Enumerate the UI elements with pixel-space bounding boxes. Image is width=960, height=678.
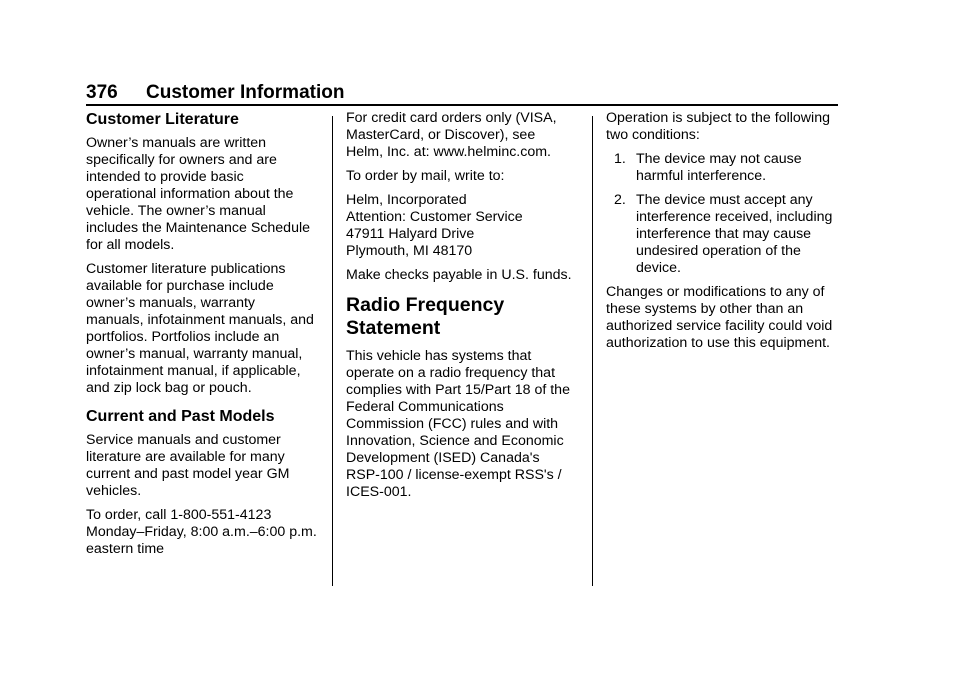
paragraph: Operation is subject to the following two conditions:	[606, 110, 830, 143]
column-divider	[592, 116, 593, 586]
column-1	[86, 110, 324, 565]
paragraph: To order, call 1-800-551-4123 Monday–Friday, 8:00 a.m.–6:00 p.m. eastern time	[86, 507, 317, 557]
heading-radio-frequency-statement: Radio Frequency Statement	[346, 294, 505, 339]
column-3	[606, 110, 844, 359]
heading-current-past-models: Current and Past Models	[86, 408, 275, 425]
page-header	[86, 82, 838, 106]
list-number: 2.	[614, 192, 626, 208]
list-text: The device must accept any interference received, including interference that may cause undesired operation of the device.	[636, 192, 833, 276]
list-item	[606, 192, 844, 277]
mailing-address: Helm, Incorporated Attention: Customer Service 47911 Halyard Drive Plymouth, MI 48170	[346, 192, 523, 259]
column-divider	[332, 116, 333, 586]
paragraph: Customer literature publications available for purchase include owner’s manuals, warranty manuals, infotainment manuals, and portfolios. Portfolios include an owner’s manual, warranty manual, infotainment manual, if applicable, and zip lock bag or pouch.	[86, 261, 314, 396]
page-section-title: Customer Information	[146, 82, 345, 103]
paragraph: This vehicle has systems that operate on a radio frequency that complies with Part 15/Part 18 of the Federal Communications Commission (FCC) rules and with Innovation, Science and Economic Development (ISED) Canada's RSP-100 / license-exempt RSS's / ICES-001.	[346, 348, 570, 500]
paragraph: For credit card orders only (VISA, MasterCard, or Discover), see Helm, Inc. at: www.helminc.com.	[346, 110, 557, 160]
paragraph: Owner’s manuals are written specifically for owners and are intended to provide basic operational information about the vehicle. The owner’s manual includes the Maintenance Schedule for all models.	[86, 135, 311, 253]
conditions-list	[606, 151, 844, 277]
paragraph: Service manuals and customer literature are available for many current and past model year GM vehicles.	[86, 432, 290, 499]
list-number: 1.	[614, 151, 626, 167]
heading-customer-literature: Customer Literature	[86, 111, 239, 128]
column-2	[346, 110, 584, 508]
list-item	[606, 151, 844, 185]
paragraph: Make checks payable in U.S. funds.	[346, 267, 572, 283]
page-number: 376	[86, 82, 118, 103]
paragraph: Changes or modifications to any of these systems by other than an authorized service facility could void authorization to use this equipment.	[606, 284, 833, 351]
header-rule	[86, 104, 838, 106]
list-text: The device may not cause harmful interference.	[636, 151, 802, 184]
paragraph: To order by mail, write to:	[346, 168, 505, 184]
